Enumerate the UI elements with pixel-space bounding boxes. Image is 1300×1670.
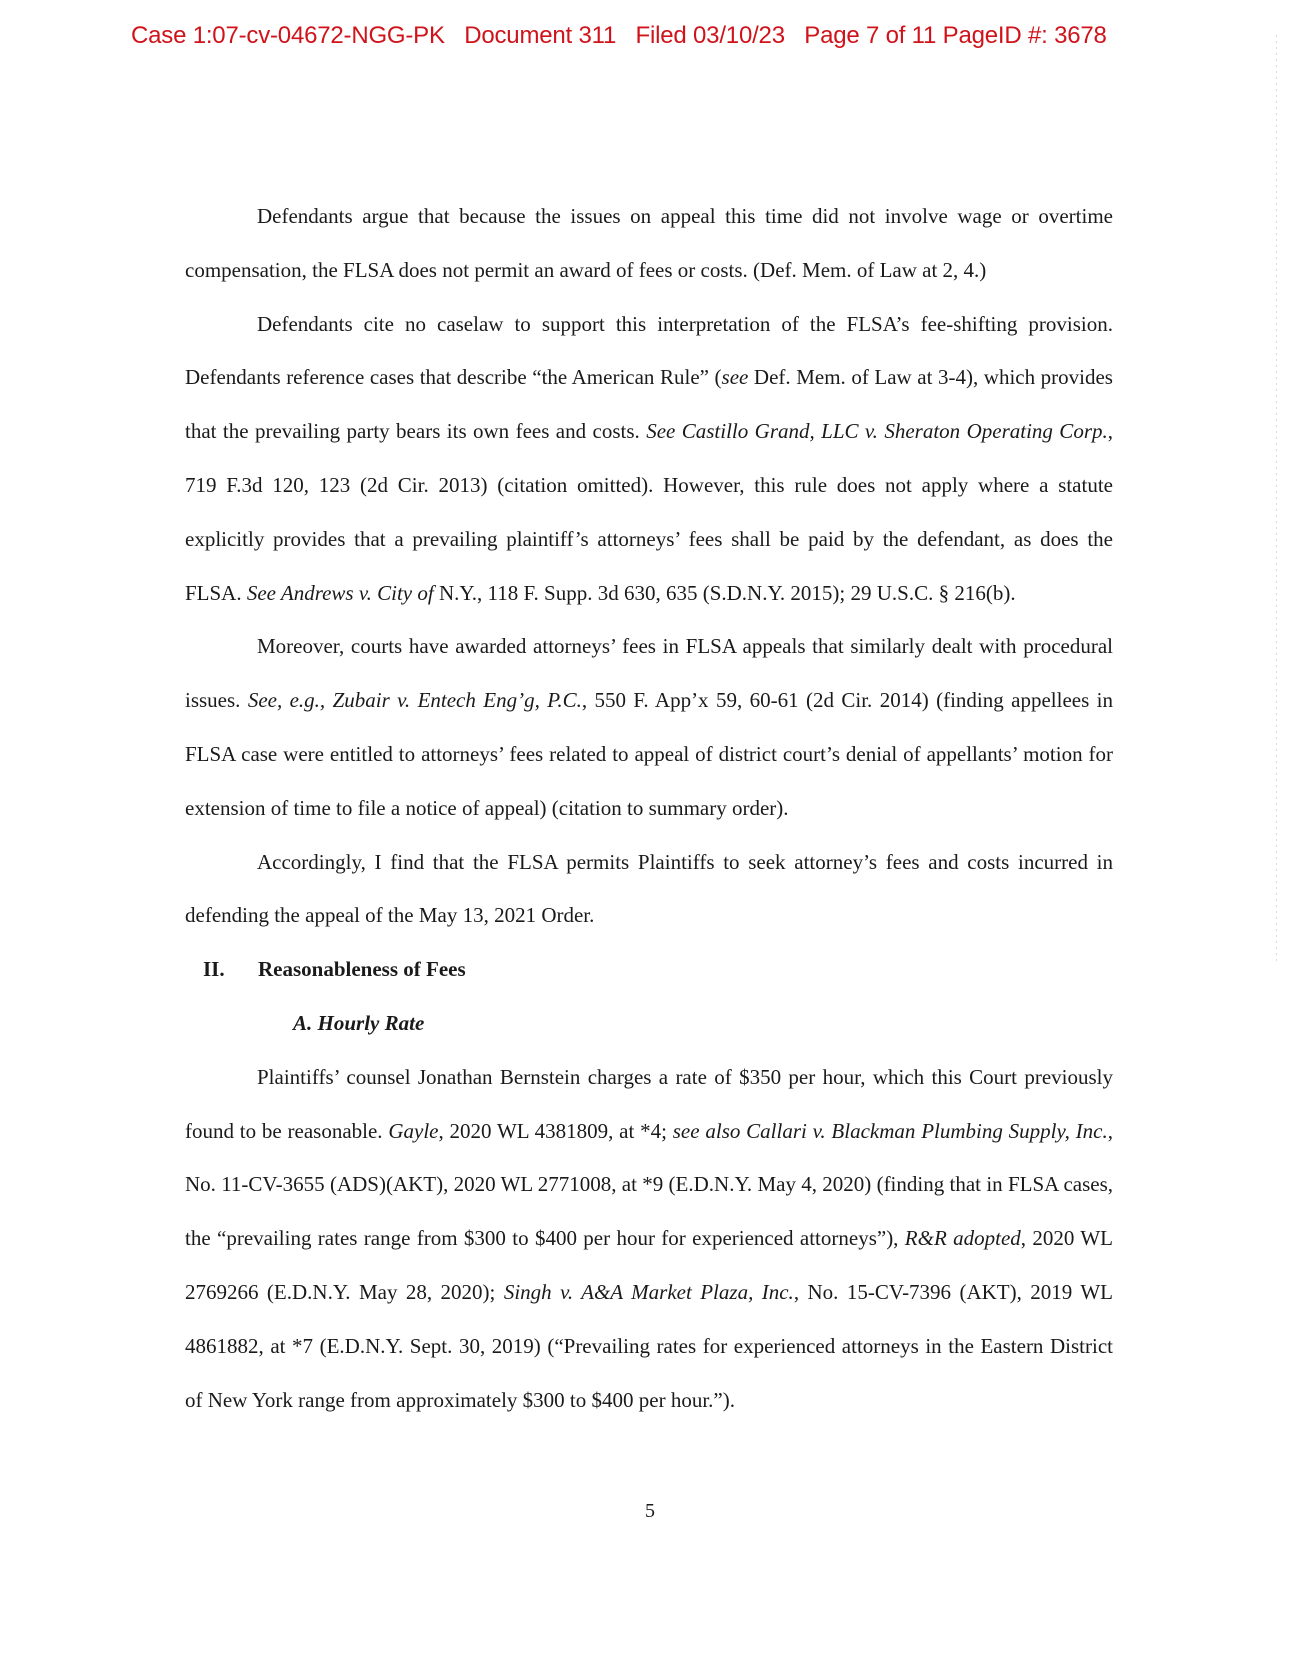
document-body	[185, 190, 1113, 1427]
page-count: Page 7 of 11	[804, 22, 937, 49]
case-citation-zubair: See, e.g., Zubair v. Entech Eng’g, P.C.	[247, 688, 582, 713]
ecf-header-stamp	[131, 22, 1107, 50]
section-heading	[185, 943, 1113, 997]
scan-edge-artifact	[1276, 35, 1277, 965]
page-id: PageID #: 3678	[942, 22, 1107, 49]
subsequent-history: R&R adopted	[904, 1226, 1021, 1251]
paragraph-procedural-issues: Moreover, courts have awarded attorneys’ fees in FLSA appeals that similarly dealt with procedural issues. See, e.g., Zubair v. Entech Eng’g, P.C., 550 F. App’x 59, 60-61 (2d Cir. 2014) (finding appellees in FLSA case were entitled to attorneys’ fees related to appeal of district court’s denial of appellants’ motion for extension of time to file a notice of appeal) (citation to summary order).	[185, 634, 1113, 820]
case-citation-andrews: See Andrews v. City of	[246, 580, 434, 605]
paragraph-defendants-argue: Defendants argue that because the issues on appeal this time did not involve wage or overtime compensation, the FLSA does not permit an award of fees or costs. (Def. Mem. of Law at 2, 4.)	[185, 204, 1113, 282]
case-number: Case 1:07-cv-04672-NGG-PK	[131, 22, 445, 49]
section-number: II.	[203, 957, 225, 982]
signal-see: see	[721, 365, 749, 390]
paragraph-conclusion: Accordingly, I find that the FLSA permits Plaintiffs to seek attorney’s fees and costs incurred in defending the appeal of the May 13, 2021 Order.	[185, 849, 1113, 928]
filed-date: Filed 03/10/23	[635, 22, 785, 49]
subsection-heading: A. Hourly Rate	[293, 1010, 425, 1035]
case-citation-castillo: See Castillo Grand, LLC v. Sheraton Operating Corp.	[646, 419, 1108, 444]
page-number: 5	[645, 1500, 655, 1522]
paragraph-hourly-rate: Plaintiffs’ counsel Jonathan Bernstein charges a rate of $350 per hour, which this Court previously found to be reasonable. Gayle, 2020 WL 4381809, at *4; see also Callari v. Blackman Plumbing Supply, Inc., No. 11-CV-3655 (ADS)(AKT), 2020 WL 2771008, at *9 (E.D.N.Y. May 4, 2020) (finding that in FLSA cases, the “prevailing rates range from $300 to $400 per hour for experienced attorneys”), R&R adopted, 2020 WL 2769266 (E.D.N.Y. May 28, 2020); Singh v. A&A Market Plaza, Inc., No. 15-CV-7396 (AKT), 2019 WL 4861882, at *7 (E.D.N.Y. Sept. 30, 2019) (“Prevailing rates for experienced attorneys in the Eastern District of New York range from approximately $300 to $400 per hour.”).	[185, 1064, 1113, 1412]
section-title: Reasonableness of Fees	[258, 957, 466, 982]
case-citation-gayle: Gayle	[388, 1118, 439, 1143]
case-citation-singh: Singh v. A&A Market Plaza, Inc.	[503, 1279, 794, 1304]
case-citation-callari: see also Callari v. Blackman Plumbing Supply, Inc.	[672, 1118, 1108, 1143]
paragraph-american-rule: Defendants cite no caselaw to support this interpretation of the FLSA’s fee-shifting provision. Defendants reference cases that describe “the American Rule” (see Def. Mem. of Law at 3-4), which provides that the prevailing party bears its own fees and costs. See Castillo Grand, LLC v. Sheraton Operating Corp., 719 F.3d 120, 123 (2d Cir. 2013) (citation omitted). However, this rule does not apply where a statute explicitly provides that a prevailing plaintiff’s attorneys’ fees shall be paid by the defendant, as does the FLSA. See Andrews v. City of N.Y., 118 F. Supp. 3d 630, 635 (S.D.N.Y. 2015); 29 U.S.C. § 216(b).	[185, 311, 1113, 605]
document-number: Document 311	[464, 22, 617, 49]
